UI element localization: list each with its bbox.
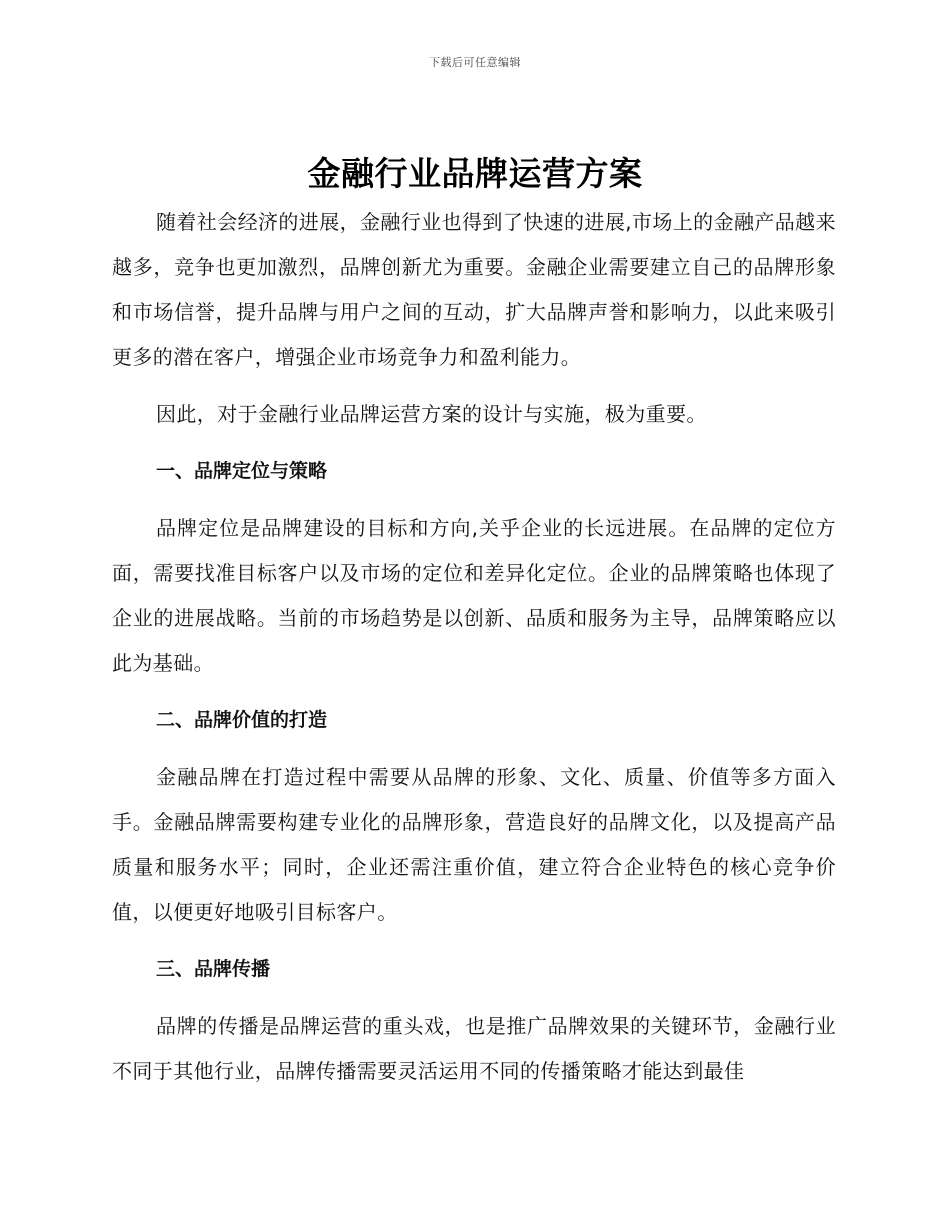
section-paragraph: 品牌的传播是品牌运营的重头戏，也是推广品牌效果的关键环节，金融行业不同于其他行业，品牌传播需要灵活运用不同的传播策略才能达到最佳 [112,1014,836,1083]
header-note: 下载后可任意编辑 [429,56,521,69]
section-heading: 三、品牌传播 [156,958,271,980]
section-heading: 二、品牌价值的打造 [156,709,328,731]
section-heading: 一、品牌定位与策略 [156,460,328,482]
intro-paragraph: 因此，对于金融行业品牌运营方案的设计与实施，极为重要。 [156,402,707,426]
document-body [112,200,836,1094]
section-paragraph: 金融品牌在打造过程中需要从品牌的形象、文化、质量、价值等多方面入手。金融品牌需要构建专业化的品牌形象，营造良好的品牌文化，以及提高产品质量和服务水平；同时，企业还需注重价值，建立符合企业特色的核心竞争价值，以便更好地吸引目标客户。 [112,765,836,924]
document-title: 金融行业品牌运营方案 [307,154,643,193]
intro-paragraph: 随着社会经济的进展，金融行业也得到了快速的进展,市场上的金融产品越来越多，竞争也更加激烈，品牌创新尤为重要。金融企业需要建立自己的品牌形象和市场信誉，提升品牌与用户之间的互动，扩大品牌声誉和影响力，以此来吸引更多的潜在客户，增强企业市场竞争力和盈利能力。 [112,210,836,369]
section-paragraph: 品牌定位是品牌建设的目标和方向,关乎企业的长远进展。在品牌的定位方面，需要找准目标客户以及市场的定位和差异化定位。企业的品牌策略也体现了企业的进展战略。当前的市场趋势是以创新、品质和服务为主导，品牌策略应以此为基础。 [112,516,836,675]
